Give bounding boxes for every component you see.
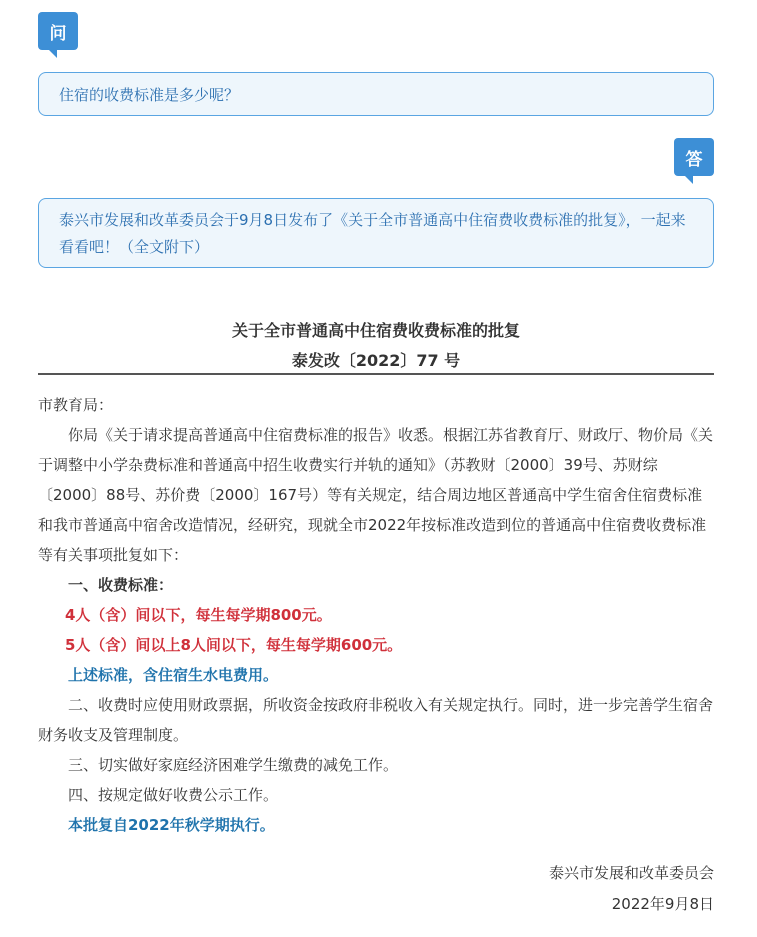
document-title: 关于全市普通高中住宿费收费标准的批复 (231, 321, 520, 340)
standard-1: 4人（含）间以下，每生每学期800元。 (65, 606, 332, 624)
answer-tag: 答 (674, 138, 714, 176)
question-tag: 问 (38, 12, 78, 50)
intro-paragraph: 你局《关于请求提高普通高中住宿费标准的报告》收悉。根据江苏省教育厅、财政厅、物价局《关于调整中小学杂费标准和普通高中招生收费实行并轨的通知》（苏教财〔2000〕39号、苏财综〔2000〕88号、苏价费〔2000〕167号）等有关规定，结合周边地区普通高中学生宿舍住宿费标准和我市普通高中宿舍改造情况，经研究，现就全市2022年按标准改造到位的普通高中住宿费收费标准等有关事项批复如下： (38, 426, 714, 564)
effective-date-note: 本批复自2022年秋学期执行。 (68, 816, 275, 834)
answer-bubble (38, 198, 714, 268)
section3: 三、切实做好家庭经济困难学生缴费的减免工作。 (68, 756, 399, 774)
question-bubble (38, 72, 714, 116)
section4: 四、按规定做好收费公示工作。 (68, 786, 279, 804)
question-text: 住宿的收费标准是多少呢？ (59, 86, 240, 104)
signature-date: 2022年9月8日 (611, 895, 714, 913)
recipient: 市教育局： (38, 396, 114, 414)
title-divider (38, 373, 714, 375)
document-number: 泰发改〔2022〕77 号 (291, 351, 461, 370)
signature-org: 泰兴市发展和改革委员会 (548, 864, 714, 882)
answer-text: 泰兴市发展和改革委员会于9月8日发布了《关于全市普通高中住宿费收费标准的批复》，一起来看看吧！（全文附下） (59, 211, 686, 256)
standard-2: 5人（含）间以上8人间以下，每生每学期600元。 (65, 636, 403, 654)
section2: 二、收费时应使用财政票据，所收资金按政府非税收入有关规定执行。同时，进一步完善学生宿舍财务收支及管理制度。 (38, 696, 714, 744)
section1-heading: 一、收费标准： (68, 576, 174, 594)
document-body (38, 390, 714, 840)
standard-note: 上述标准，含住宿生水电费用。 (68, 666, 279, 684)
